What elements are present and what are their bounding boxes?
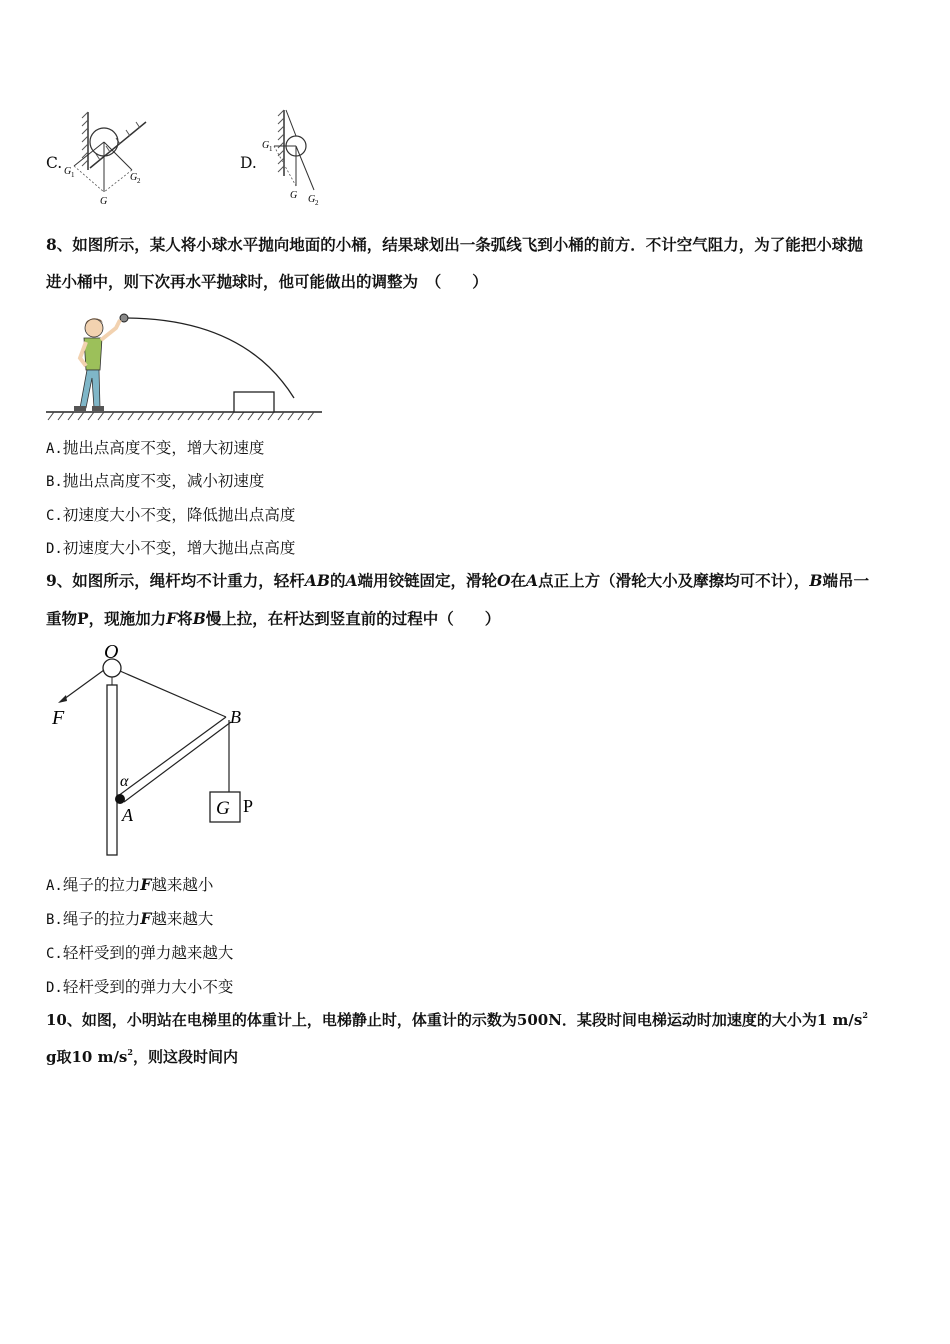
fig-d-g1-sub: 1 bbox=[269, 145, 273, 153]
q9-stem-line2: 重物P，现施加力F将B慢上拉，在杆达到竖直前的过程中（ ） bbox=[46, 609, 501, 628]
q8-option-a[interactable] bbox=[46, 438, 264, 459]
fig-c-g1-label: G bbox=[64, 166, 72, 177]
q9-option-b[interactable]: B.绳子的拉力F越来越大 bbox=[46, 909, 214, 928]
q8-figure bbox=[44, 308, 324, 428]
fig-d-g2-sub: 2 bbox=[315, 199, 319, 206]
q8-option-c-text: 初速度大小不变，降低抛出点高度 bbox=[62, 506, 296, 524]
q9-figure bbox=[46, 640, 276, 860]
q8-option-d-text: 初速度大小不变，增大抛出点高度 bbox=[62, 539, 296, 557]
fig-c-g2-sub: 2 bbox=[137, 177, 141, 185]
fig-c-g-label: G bbox=[100, 196, 108, 207]
fig-d-g1-label: G bbox=[262, 140, 270, 151]
person-figure bbox=[74, 318, 120, 411]
fig-c-g2-label: G bbox=[130, 172, 138, 183]
label-alpha: α bbox=[120, 773, 129, 790]
q8-option-b-text: 抛出点高度不变，减小初速度 bbox=[62, 472, 265, 490]
fig-d-g-label: G bbox=[290, 190, 298, 201]
q8-option-a-mark: A. bbox=[46, 441, 63, 457]
q8-stem-line2: 进小桶中，则下次再水平抛球时，他可能做出的调整为 （ ） bbox=[46, 272, 488, 291]
q7-option-d-mark: D. bbox=[240, 154, 257, 172]
q10-stem-line2: g取10 $m/s^2$，则这段时间内 bbox=[46, 1047, 238, 1066]
q8-option-b[interactable] bbox=[46, 471, 264, 492]
label-a: A bbox=[122, 805, 133, 825]
q8-stem-line1: 8、如图所示，某人将小球水平抛向地面的小桶，结果球划出一条弧线飞到小桶的前方．不计空气阻力，为了能把小球抛 bbox=[46, 235, 863, 254]
q9-option-d[interactable]: D.轻杆受到的弹力大小不变 bbox=[46, 978, 234, 996]
fig-c-g1-sub: 1 bbox=[71, 171, 75, 179]
q9-stem-line1: 9、如图所示，绳杆均不计重力，轻杆AB的A端用铰链固定，滑轮O在A点正上方（滑轮大小及摩擦均可不计），B端吊一 bbox=[46, 571, 869, 590]
q9-option-c[interactable]: C.轻杆受到的弹力越来越大 bbox=[46, 944, 234, 962]
q8-option-a-text: 抛出点高度不变，增大初速度 bbox=[62, 439, 265, 457]
q8-option-c-mark: C. bbox=[46, 508, 63, 524]
q8-option-b-mark: B. bbox=[46, 474, 63, 490]
q8-option-c[interactable] bbox=[46, 505, 295, 526]
q10-stem-line1: 10、如图，小明站在电梯里的体重计上，电梯静止时，体重计的示数为500N．某段时间电梯运动时加速度的大小为1 $m/s^2$ bbox=[46, 1010, 868, 1029]
q8-option-d-mark: D. bbox=[46, 541, 63, 557]
q9-option-a[interactable]: A.绳子的拉力F越来越小 bbox=[46, 875, 214, 894]
fig-d-g2-label: G bbox=[308, 194, 316, 205]
q7-figure-c bbox=[60, 108, 160, 208]
label-b: B bbox=[230, 707, 241, 727]
q8-option-d[interactable] bbox=[46, 538, 295, 559]
q7-figure-d bbox=[256, 106, 336, 206]
label-p: P bbox=[243, 796, 254, 816]
label-g: G bbox=[216, 798, 230, 819]
label-o: O bbox=[104, 641, 119, 663]
q7-option-c-mark: C. bbox=[46, 154, 63, 172]
label-f: F bbox=[52, 707, 65, 729]
